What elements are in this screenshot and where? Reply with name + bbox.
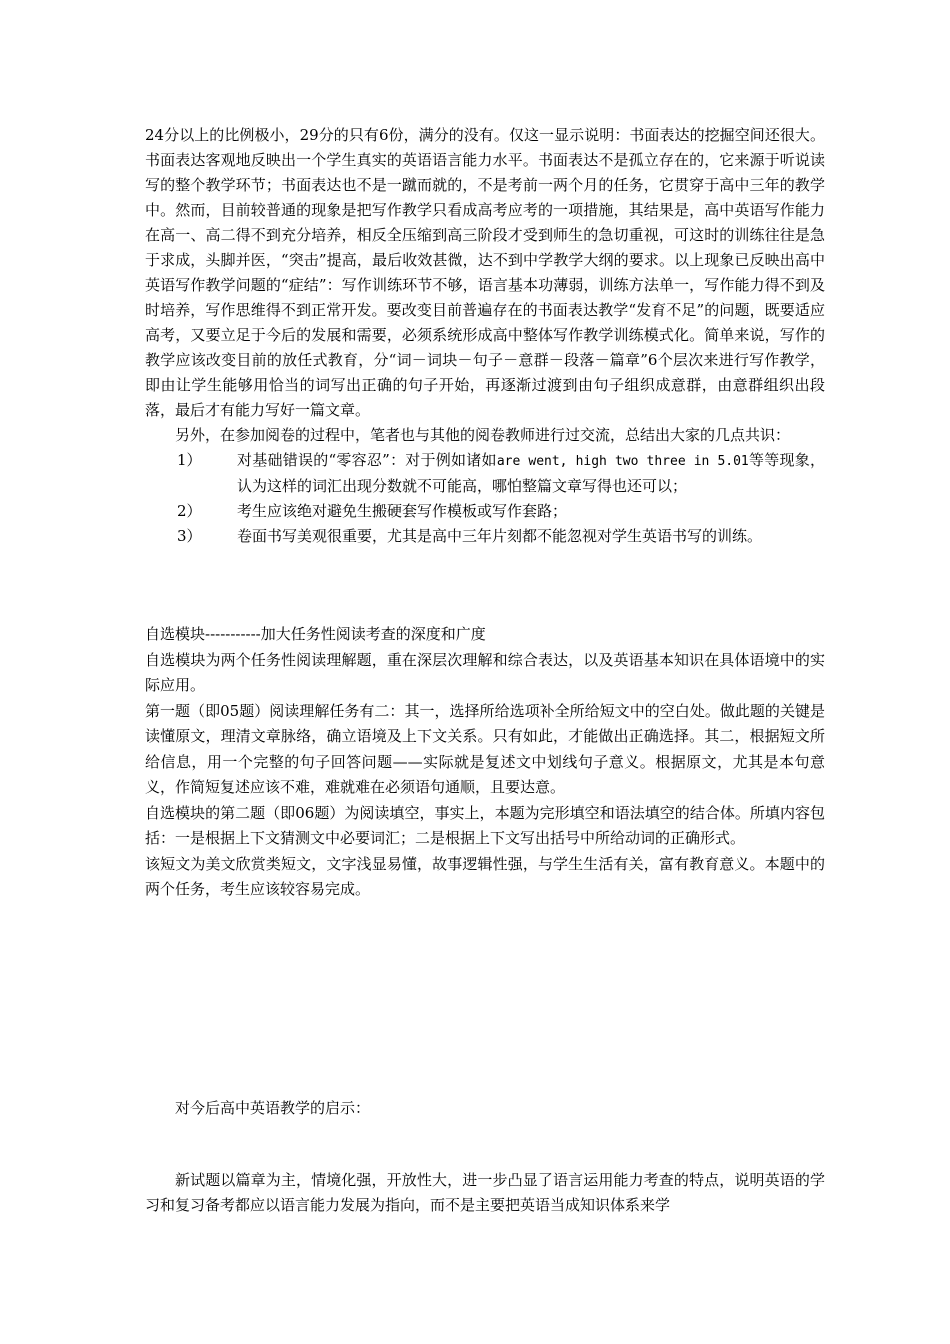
module-paragraph-1: 自选模块为两个任务性阅读理解题，重在深层次理解和综合表达，以及英语基本知识在具体语境中的实际应用。: [145, 650, 825, 694]
list-item-number: 2）: [177, 502, 202, 520]
module-paragraph-3: 自选模块的第二题（即06题）为阅读填空，事实上，本题为完形填空和语法填空的结合体。所填内容包括：一是根据上下文猜测文中必要词汇；二是根据上下文写出括号中所给动词的正确形式。: [145, 803, 825, 847]
inspiration-body: 新试题以篇章为主，情境化强，开放性大，进一步凸显了语言运用能力考查的特点，说明英语的学习和复习备考都应以语言能力发展为指向，而不是主要把英语当成知识体系来学: [145, 1171, 825, 1214]
list-item-number: 3）: [177, 527, 202, 545]
list-item: [145, 448, 825, 499]
main-paragraph: 24分以上的比例极小，29分的只有6份，满分的没有。仅这一显示说明：书面表达的挖掘空间还很大。书面表达客观地反映出一个学生真实的英语语言能力水平。书面表达不是孤立存在的，它来源于听说读写的整个教学环节；书面表达也不是一蹴而就的，不是考前一两个月的任务，它贯穿于高中三年的教学中。然而，目前较普通的现象是把写作教学只看成高考应考的一项措施，其结果是，高中英语写作能力在高一、高二得不到充分培养，相反全压缩到高三阶段才受到师生的急切重视，可这时的训练往往是急于求成，头脚并医，“突击”提高，最后收效甚微，达不到中学教学大纲的要求。以上现象已反映出高中英语写作教学问题的“症结”：写作训练环节不够，语言基本功薄弱，训练方法单一，写作能力得不到及时培养，写作思维得不到正常开发。要改变目前普遍存在的书面表达教学“发育不足”的问题，既要适应高考，又要立足于今后的发展和需要，必须系统形成高中整体写作教学训练模式化。简单来说，写作的教学应该改变目前的放任式教育，分“词－词块－句子－意群－段落－篇章”6个层次来进行写作教学，即由让学生能够用恰当的词写出正确的句子开始，再逐渐过渡到由句子组织成意群，由意群组织出段落，最后才有能力写好一篇文章。: [145, 126, 825, 419]
list-item-text: [237, 448, 825, 499]
list-item: [145, 524, 825, 549]
inspiration-title: 对今后高中英语教学的启示：: [175, 1099, 371, 1117]
module-paragraph-4: 该短文为美文欣赏类短文，文字浅显易懂，故事逻辑性强，与学生生活有关，富有教育意义。本题中的两个任务，考生应该较容易完成。: [145, 854, 825, 898]
consensus-intro: 另外，在参加阅卷的过程中，笔者也与其他的阅卷教师进行过交流，总结出大家的几点共识：: [175, 426, 791, 444]
list-item-text: 卷面书写美观很重要，尤其是高中三年片刻都不能忽视对学生英语书写的训练。: [237, 527, 763, 545]
optional-module-section: [145, 622, 825, 903]
list-item-text-after: 等等现象，认为这样的词汇出现分数就不可能高，哪怕整篇文章写得也还可以；: [237, 451, 826, 495]
main-section: [145, 123, 825, 549]
list-item-text-before: 对基础错误的“零容忍”：对于例如诸如: [237, 451, 497, 469]
inspiration-heading-block: [145, 1096, 825, 1121]
list-item: [145, 499, 825, 524]
module-heading: 自选模块-----------加大任务性阅读考查的深度和广度: [145, 625, 486, 643]
consensus-list: [145, 448, 825, 549]
list-item-text: 考生应该绝对避免生搬硬套写作模板或写作套路；: [237, 502, 568, 520]
inspiration-body-block: [145, 1168, 825, 1218]
error-example-code: are went, high two three in 5.01: [496, 454, 749, 469]
list-item-number: 1）: [177, 451, 202, 469]
module-paragraph-2: 第一题（即05题）阅读理解任务有二：其一，选择所给选项补全所给短文中的空白处。做此题的关键是读懂原文，理清文章脉络，确立语境及上下文关系。只有如此，才能做出正确选择。其二，根据短文所给信息，用一个完整的句子回答问题——实际就是复述文中划线句子意义。根据原文，尤其是本句意义，作简短复述应该不难，难就难在必须语句通顺，且要达意。: [145, 701, 825, 796]
